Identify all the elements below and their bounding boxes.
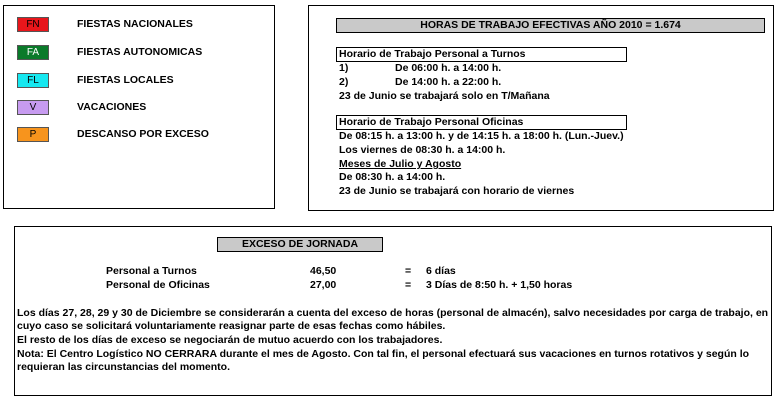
hours-panel	[308, 5, 774, 211]
excess-row-2-value: 27,00	[310, 279, 337, 291]
excess-panel	[14, 226, 772, 396]
excess-row-2-result: 3 Días de 8:50 h. + 1,50 horas	[426, 279, 573, 291]
summer-heading: Meses de Julio y Agosto	[339, 158, 462, 170]
excess-row-2-eq: =	[405, 279, 412, 291]
legend-label-fl: FIESTAS LOCALES	[77, 74, 174, 86]
summer-line: De 08:30 h. a 14:00 h.	[339, 171, 446, 183]
legend-label-fa: FIESTAS AUTONOMICAS	[77, 46, 203, 58]
legend-label-p: DESCANSO POR EXCESO	[77, 128, 209, 140]
excess-row-1-result: 6 días	[426, 265, 456, 277]
legend-panel	[3, 5, 275, 209]
legend-swatch-fl: FL	[17, 73, 49, 88]
excess-row-1-eq: =	[405, 265, 412, 277]
excess-row-2-label: Personal de Oficinas	[106, 279, 210, 291]
oficinas-line-2: Los viernes de 08:30 h. a 14:00 h.	[339, 144, 506, 156]
excess-title: EXCESO DE JORNADA	[217, 237, 383, 252]
turnos-heading: Horario de Trabajo Personal a Turnos	[336, 47, 627, 62]
excess-paragraph: Los días 27, 28, 29 y 30 de Diciembre se considerarán a cuenta del exceso de horas (personal de almacén), salvo necesidades por carga de trabajo, en cuyo caso se solicitará voluntariamente reasignar parte de esas fechas como hábiles.	[17, 307, 769, 332]
legend-swatch-p: P	[17, 127, 49, 142]
turnos-row-2-text: De 14:00 h. a 22:00 h.	[395, 76, 502, 88]
turnos-row-1-num: 1)	[339, 62, 349, 74]
excess-row-1-label: Personal a Turnos	[106, 265, 197, 277]
oficinas-heading: Horario de Trabajo Personal Oficinas	[336, 115, 627, 130]
legend-swatch-fa: FA	[17, 45, 49, 60]
hours-title: HORAS DE TRABAJO EFECTIVAS AÑO 2010 = 1.674	[336, 18, 765, 33]
legend-label-v: VACACIONES	[77, 101, 147, 113]
oficinas-line-1: De 08:15 h. a 13:00 h. y de 14:15 h. a 18:00 h. (Lun.-Juev.)	[339, 130, 624, 142]
excess-line-2: El resto de los días de exceso se negociarán de mutuo acuerdo con los trabajadores.	[17, 334, 443, 346]
excess-row-1-value: 46,50	[310, 265, 337, 277]
turnos-note: 23 de Junio se trabajará solo en T/Mañana	[339, 90, 550, 102]
legend-swatch-v: V	[17, 100, 49, 115]
turnos-row-1-text: De 06:00 h. a 14:00 h.	[395, 62, 502, 74]
excess-note: Nota: El Centro Logístico NO CERRARA durante el mes de Agosto. Con tal fin, el personal efectuará sus vacaciones en turnos rotativos y según lo requieran las circunstancias del momento.	[17, 348, 750, 373]
oficinas-note: 23 de Junio se trabajará con horario de viernes	[339, 185, 575, 197]
turnos-row-2-num: 2)	[339, 76, 349, 88]
legend-swatch-fn: FN	[17, 17, 49, 32]
legend-label-fn: FIESTAS NACIONALES	[77, 18, 193, 30]
